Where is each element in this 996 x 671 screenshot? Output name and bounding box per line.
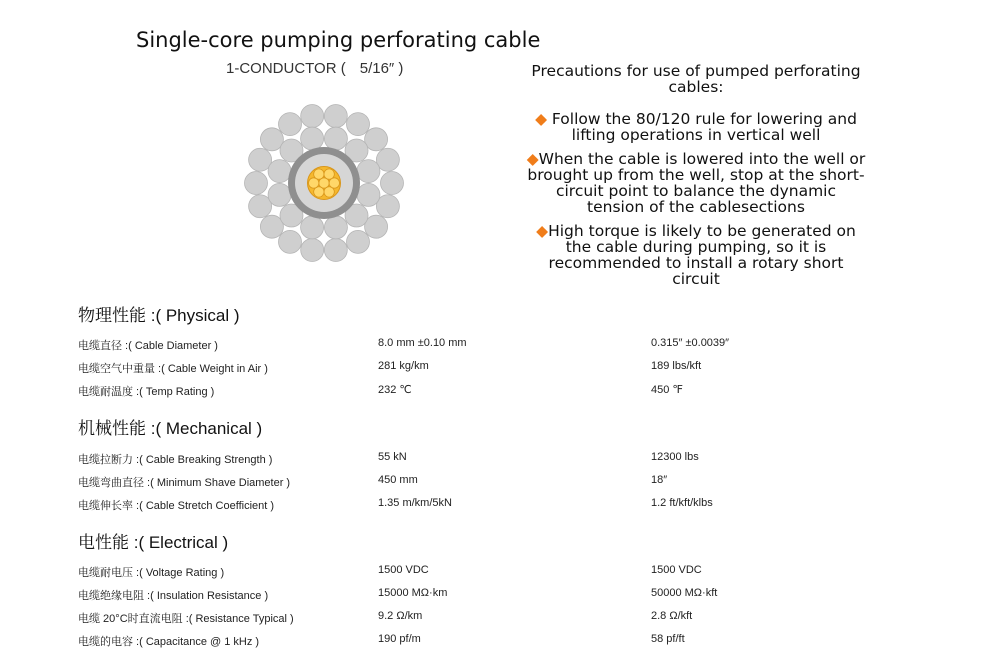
diamond-bullet-icon: ◆: [526, 150, 539, 168]
diamond-bullet-icon: ◆: [536, 222, 549, 240]
spec-label: 电缆 20°C时直流电阻 :( Resistance Typical ): [78, 613, 294, 625]
outer-armor-wire: [260, 215, 283, 238]
spec-row: [0, 451, 996, 469]
spec-label: 电缆绝缘电阻 :( Insulation Resistance ): [78, 590, 269, 602]
outer-armor-wire: [279, 113, 302, 136]
spec-row: [0, 587, 996, 605]
outer-armor-wire: [301, 105, 324, 128]
section-title-electrical: 电性能 :( Electrical ): [78, 533, 229, 552]
precaution-item-1: [526, 111, 866, 143]
inner-armor-wire: [357, 183, 380, 206]
spec-imperial-value: 0.315″ ±0.0039″: [651, 337, 730, 349]
spec-row: [0, 564, 996, 582]
spec-metric-value: 450 mm: [378, 474, 418, 486]
inner-armor-wire: [301, 216, 324, 239]
conductor-spec: [226, 60, 403, 77]
inner-armor-wire: [357, 160, 380, 183]
spec-metric-value: 15000 MΩ·km: [378, 587, 448, 599]
outer-armor-wire: [365, 128, 388, 151]
outer-armor-wire: [260, 128, 283, 151]
spec-metric-value: 9.2 Ω/km: [378, 610, 423, 622]
outer-armor-wire: [347, 230, 370, 253]
cable-cross-section-diagram: [244, 103, 404, 263]
page-title: Single-core pumping perforating cable: [136, 28, 541, 52]
inner-armor-wire: [268, 160, 291, 183]
spec-metric-value: 1.35 m/km/5kN: [378, 497, 452, 509]
outer-armor-wire: [279, 230, 302, 253]
section-title-mechanical: 机械性能 :( Mechanical ): [78, 419, 263, 438]
outer-armor-wire: [324, 238, 347, 261]
spec-metric-value: 55 kN: [378, 451, 407, 463]
spec-row: [0, 633, 996, 651]
spec-row: [0, 497, 996, 515]
outer-armor-wire: [347, 113, 370, 136]
spec-imperial-value: 450 ℉: [651, 384, 683, 396]
spec-imperial-value: 18″: [651, 474, 668, 486]
spec-row: [0, 360, 996, 378]
conductor-strand: [324, 187, 334, 197]
precautions-heading: Precautions for use of pumped perforating cables:: [531, 62, 861, 96]
spec-label: 电缆弯曲直径 :( Minimum Shave Diameter ): [78, 477, 291, 489]
spec-label: 电缆伸长率 :( Cable Stretch Coefficient ): [78, 500, 275, 512]
spec-row: [0, 610, 996, 628]
spec-imperial-value: 1500 VDC: [651, 564, 702, 576]
inner-armor-wire: [268, 183, 291, 206]
spec-row: [0, 474, 996, 492]
spec-imperial-value: 189 lbs/kft: [651, 360, 702, 372]
spec-imperial-value: 58 pf/ft: [651, 633, 685, 645]
spec-metric-value: 281 kg/km: [378, 360, 429, 372]
spec-label: 电缆直径 :( Cable Diameter ): [78, 340, 218, 352]
outer-armor-wire: [381, 172, 404, 195]
spec-row: [0, 337, 996, 355]
spec-metric-value: 190 pf/m: [378, 633, 421, 645]
diamond-bullet-icon: ◆: [535, 110, 547, 128]
spec-imperial-value: 50000 MΩ·kft: [651, 587, 718, 599]
inner-armor-wire: [301, 127, 324, 150]
spec-metric-value: 8.0 mm ±0.10 mm: [378, 337, 467, 349]
inner-armor-wire: [324, 216, 347, 239]
spec-label: 电缆耐电压 :( Voltage Rating ): [78, 567, 225, 579]
inner-armor-wire: [324, 127, 347, 150]
spec-row: [0, 383, 996, 401]
spec-label: 电缆的电容 :( Capacitance @ 1 kHz ): [78, 636, 260, 648]
conductor-strand: [324, 169, 334, 179]
precaution-item-2: [526, 151, 866, 215]
section-title-physical: 物理性能 :( Physical ): [78, 306, 240, 325]
outer-armor-wire: [245, 172, 268, 195]
precaution-text: When the cable is lowered into the well or brought up from the well, stop at the short-circuit point to balance the dynamic tension of the cablesections: [527, 150, 866, 216]
spec-metric-value: 232 ℃: [378, 384, 412, 396]
conductor-label: 1-CONDUCTOR (: [226, 60, 346, 77]
spec-label: 电缆拉断力 :( Cable Breaking Strength ): [78, 454, 273, 466]
spec-imperial-value: 2.8 Ω/kft: [651, 610, 693, 622]
precautions-panel: [526, 63, 866, 295]
outer-armor-wire: [301, 238, 324, 261]
precaution-text: High torque is likely to be generated on the cable during pumping, so it is recommended to install a rotary short circuit: [548, 222, 856, 288]
precaution-item-3: [526, 223, 866, 287]
spec-imperial-value: 1.2 ft/kft/klbs: [651, 497, 713, 509]
spec-metric-value: 1500 VDC: [378, 564, 429, 576]
conductor-strand: [314, 169, 324, 179]
outer-armor-wire: [365, 215, 388, 238]
precaution-text: Follow the 80/120 rule for lowering and lifting operations in vertical well: [551, 110, 857, 144]
spec-label: 电缆空气中重量 :( Cable Weight in Air ): [78, 363, 268, 375]
conductor-size: 5/16″ ): [359, 60, 404, 77]
spec-label: 电缆耐温度 :( Temp Rating ): [78, 386, 215, 398]
spec-imperial-value: 12300 lbs: [651, 451, 699, 463]
outer-armor-wire: [324, 105, 347, 128]
